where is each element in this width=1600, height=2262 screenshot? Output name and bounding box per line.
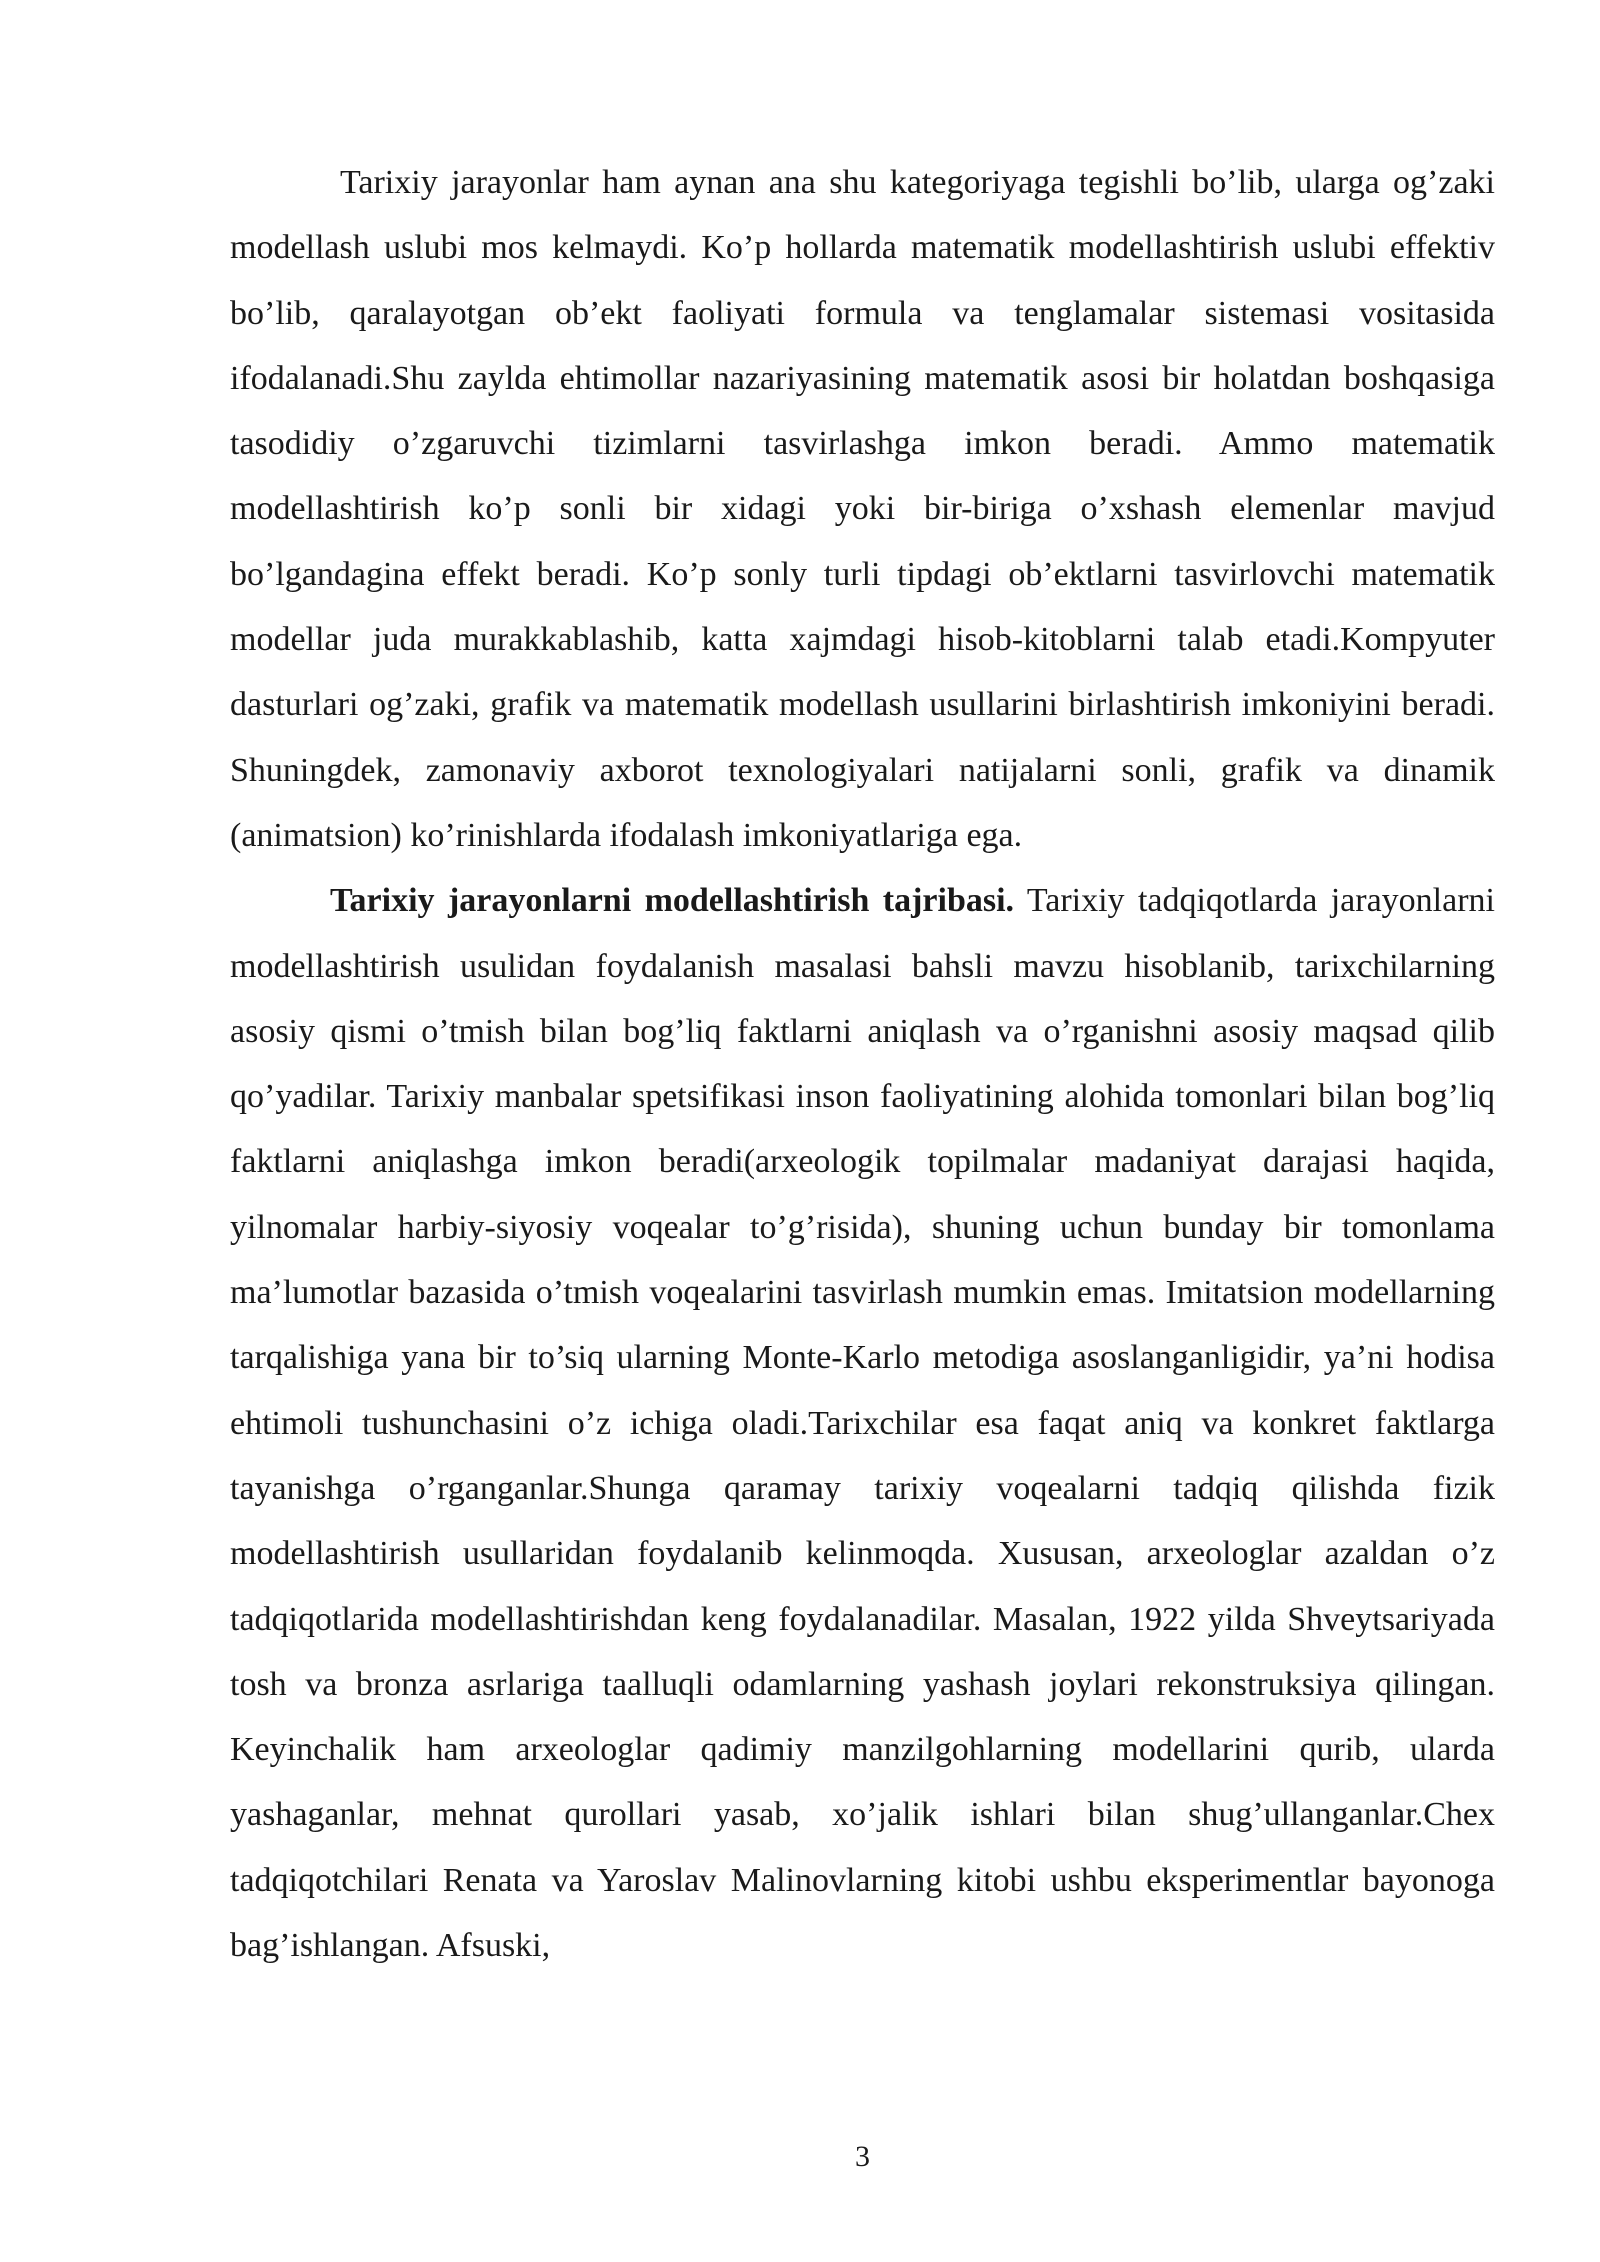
paragraph-1-text: Tarixiy jarayonlar ham aynan ana shu kategoriyaga tegishli bo’lib, ularga og’zaki modellash uslubi mos kelmaydi. Ko’p hollarda matematik modellashtirish uslubi effektiv bo’lib, qaralayotgan ob’ekt faoliyati formula va tenglamalar sistemasi vositasida ifodalanadi.Shu zaylda ehtimollar nazariyasining matematik asosi bir holatdan boshqasiga tasodidiy o’zgaruvchi tizimlarni tasvirlashga imkon beradi. Ammo matematik modellashtirish ko’p sonli bir xidagi yoki bir-biriga o’xshash elemenlar mavjud bo’lgandagina effekt beradi. Ko’p sonly turli tipdagi ob’ektlarni tasvirlovchi matematik modellar juda murakkablashib, katta xajmdagi hisob-kitoblarni talab etadi.Kompyuter dasturlari og’zaki, grafik va matematik modellash usullarini birlashtirish imkoniyini beradi. Shuningdek, zamonaviy axborot texnologiyalari natijalarni sonli, grafik va dinamik (animatsion) ko’rinishlarda ifodalash imkoniyatlariga ega. xyxy=(230,164,1495,854)
paragraph-2 xyxy=(230,868,1495,1978)
body-text xyxy=(230,150,1495,1978)
paragraph-2-text: Tarixiy tadqiqotlarda jarayonlarni modellashtirish usulidan foydalanish masalasi bahsli mavzu hisoblanib, tarixchilarning asosiy qismi o’tmish bilan bog’liq faktlarni aniqlash va o’rganishni asosiy maqsad qilib qo’yadilar. Tarixiy manbalar spetsifikasi inson faoliyatining alohida tomonlari bilan bog’liq faktlarni aniqlashga imkon beradi(arxeologik topilmalar madaniyat darajasi haqida, yilnomalar harbiy-siyosiy voqealar to’g’risida), shuning uchun bunday bir tomonlama ma’lumotlar bazasida o’tmish voqealarini tasvirlash mumkin emas. Imitatsion modellarning tarqalishiga yana bir to’siq ularning Monte-Karlo metodiga asoslanganligidir, ya’ni hodisa ehtimoli tushunchasini o’z ichiga oladi.Tarixchilar esa faqat aniq va konkret faktlarga tayanishga o’rganganlar.Shunga qaramay tarixiy voqealarni tadqiq qilishda fizik modellashtirish usullaridan foydalanib kelinmoqda. Xususan, arxeologlar azaldan o’z tadqiqotlarida modellashtirishdan keng foydalanadilar. Masalan, 1922 yilda Shveytsariyada tosh va bronza asrlariga taalluqli odamlarning yashash joylari rekonstruksiya qilingan. Keyinchalik ham arxeologlar qadimiy manzilgohlarning modellarini qurib, ularda yashaganlar, mehnat qurollari yasab, xo’jalik ishlari bilan shug’ullanganlar.Chex tadqiqotchilari Renata va Yaroslav Malinovlarning kitobi ushbu eksperimentlar bayonoga bag’ishlangan. Afsuski, xyxy=(230,882,1495,1965)
section-heading-inline: Tarixiy jarayonlarni modellashtirish tajribasi. xyxy=(330,882,1015,920)
paragraph-1 xyxy=(230,150,1495,868)
page-number: 3 xyxy=(855,2140,870,2173)
